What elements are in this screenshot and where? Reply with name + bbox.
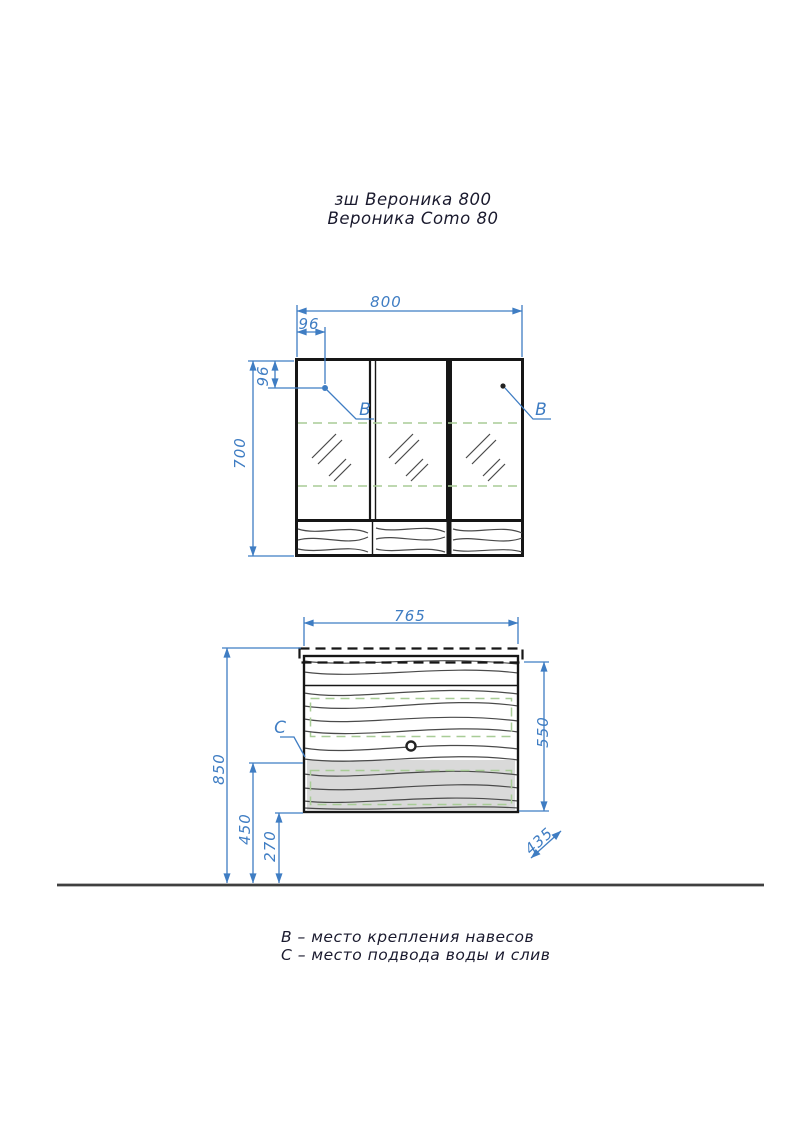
mirror-cabinet-front-view: [297, 360, 523, 556]
door-knob: [407, 742, 416, 751]
dim-supply-height: 450: [236, 813, 254, 845]
drawing-title-line1: зш Вероника 800: [334, 190, 492, 209]
dim-vanity-width: 765: [394, 607, 426, 625]
marker-c: C: [274, 718, 286, 738]
dim-bottom-clearance: 270: [261, 830, 279, 862]
marker-b-left: B: [359, 400, 371, 420]
dim-counter-height: 850: [210, 753, 228, 785]
mount-point-dot-right: [500, 383, 505, 388]
legend-line1: B – место крепления навесов: [281, 928, 535, 946]
leader-c: [280, 737, 305, 757]
shelf-dashed-lines: [298, 423, 520, 486]
legend-line2: C – место подвода воды и слив: [281, 946, 551, 964]
dim-mount-offset-y: 96: [254, 365, 272, 387]
mirror-strip-waves: [298, 528, 522, 552]
marker-b-right: B: [535, 400, 547, 420]
dim-vanity-height: 550: [534, 716, 552, 748]
vanity-front-view: [300, 649, 523, 813]
mirror-hatch-marks: [312, 434, 505, 481]
mirror-cabinet-body: [297, 360, 523, 556]
dim-mirror-width: 800: [370, 293, 402, 311]
dim-vanity-depth: 435: [521, 823, 557, 859]
drawing-title-line2: Вероника Como 80: [327, 209, 499, 228]
mirror-dimension-lines: [248, 305, 551, 556]
dim-mirror-height: 700: [231, 437, 249, 469]
dim-mount-offset-x: 96: [298, 315, 320, 333]
